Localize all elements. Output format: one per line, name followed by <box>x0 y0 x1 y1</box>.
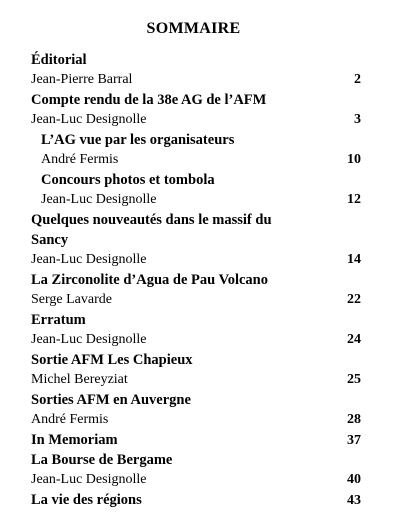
entry-author: Jean-Luc Designolle <box>31 472 147 487</box>
toc-entry <box>31 470 361 490</box>
toc-entry <box>31 50 361 70</box>
toc-entry <box>31 270 361 290</box>
toc-entry <box>31 490 361 510</box>
entry-title: Sancy <box>31 232 69 248</box>
toc-entry <box>31 450 361 470</box>
toc-entry <box>31 70 361 90</box>
entry-title: L’AG vue par les organisateurs <box>41 132 235 148</box>
entry-title: La vie des régions <box>31 492 142 508</box>
entry-title: La Bourse de Bergame <box>31 452 173 468</box>
toc-entry <box>31 410 361 430</box>
entry-title: Éditorial <box>31 52 87 68</box>
entry-title: In Memoriam <box>31 432 118 448</box>
toc-entry <box>31 430 361 450</box>
entry-title: Erratum <box>31 312 86 328</box>
page-number: 28 <box>347 412 361 427</box>
entry-title: Quelques nouveautés dans le massif du <box>31 212 272 228</box>
toc-entry <box>31 330 361 350</box>
toc-entry <box>31 210 361 230</box>
entry-title: La Zirconolite d’Agua de Pau Volcano <box>31 272 268 288</box>
entry-author: Jean-Luc Designolle <box>41 192 157 207</box>
entry-author: André Fermis <box>31 412 109 427</box>
entry-author: Jean-Luc Designolle <box>31 112 147 127</box>
toc-entry <box>31 150 361 170</box>
toc-entry <box>31 350 361 370</box>
page-number: 2 <box>354 72 361 87</box>
page-number: 14 <box>347 252 361 267</box>
page-number: 24 <box>347 332 361 347</box>
entry-author: Jean-Pierre Barral <box>31 72 133 87</box>
entry-title: Sorties AFM en Auvergne <box>31 392 191 408</box>
toc-entry <box>31 130 361 150</box>
toc-entry <box>31 250 361 270</box>
table-of-contents <box>31 50 361 510</box>
page-number: 37 <box>347 433 361 448</box>
toc-entry <box>31 290 361 310</box>
toc-entry <box>31 390 361 410</box>
page-title: SOMMAIRE <box>146 20 241 37</box>
page-number: 22 <box>347 292 361 307</box>
toc-entry <box>31 90 361 110</box>
entry-author: Jean-Luc Designolle <box>31 332 147 347</box>
entry-author: Serge Lavarde <box>31 292 112 307</box>
toc-entry <box>31 230 361 250</box>
toc-entry <box>31 310 361 330</box>
entry-title: Compte rendu de la 38e AG de l’AFM <box>31 92 267 108</box>
entry-author: Michel Bereyziat <box>31 372 128 387</box>
toc-entry <box>31 110 361 130</box>
entry-author: André Fermis <box>41 152 119 167</box>
entry-title: Sortie AFM Les Chapieux <box>31 352 193 368</box>
toc-entry <box>31 170 361 190</box>
toc-entry <box>31 370 361 390</box>
page-number: 10 <box>347 152 361 167</box>
page-number: 3 <box>354 112 361 127</box>
toc-entry <box>31 190 361 210</box>
entry-author: Jean-Luc Designolle <box>31 252 147 267</box>
page-number: 40 <box>347 472 361 487</box>
page-number: 43 <box>347 493 361 508</box>
entry-title: Concours photos et tombola <box>41 172 215 188</box>
page-number: 25 <box>347 372 361 387</box>
page-number: 12 <box>347 192 361 207</box>
